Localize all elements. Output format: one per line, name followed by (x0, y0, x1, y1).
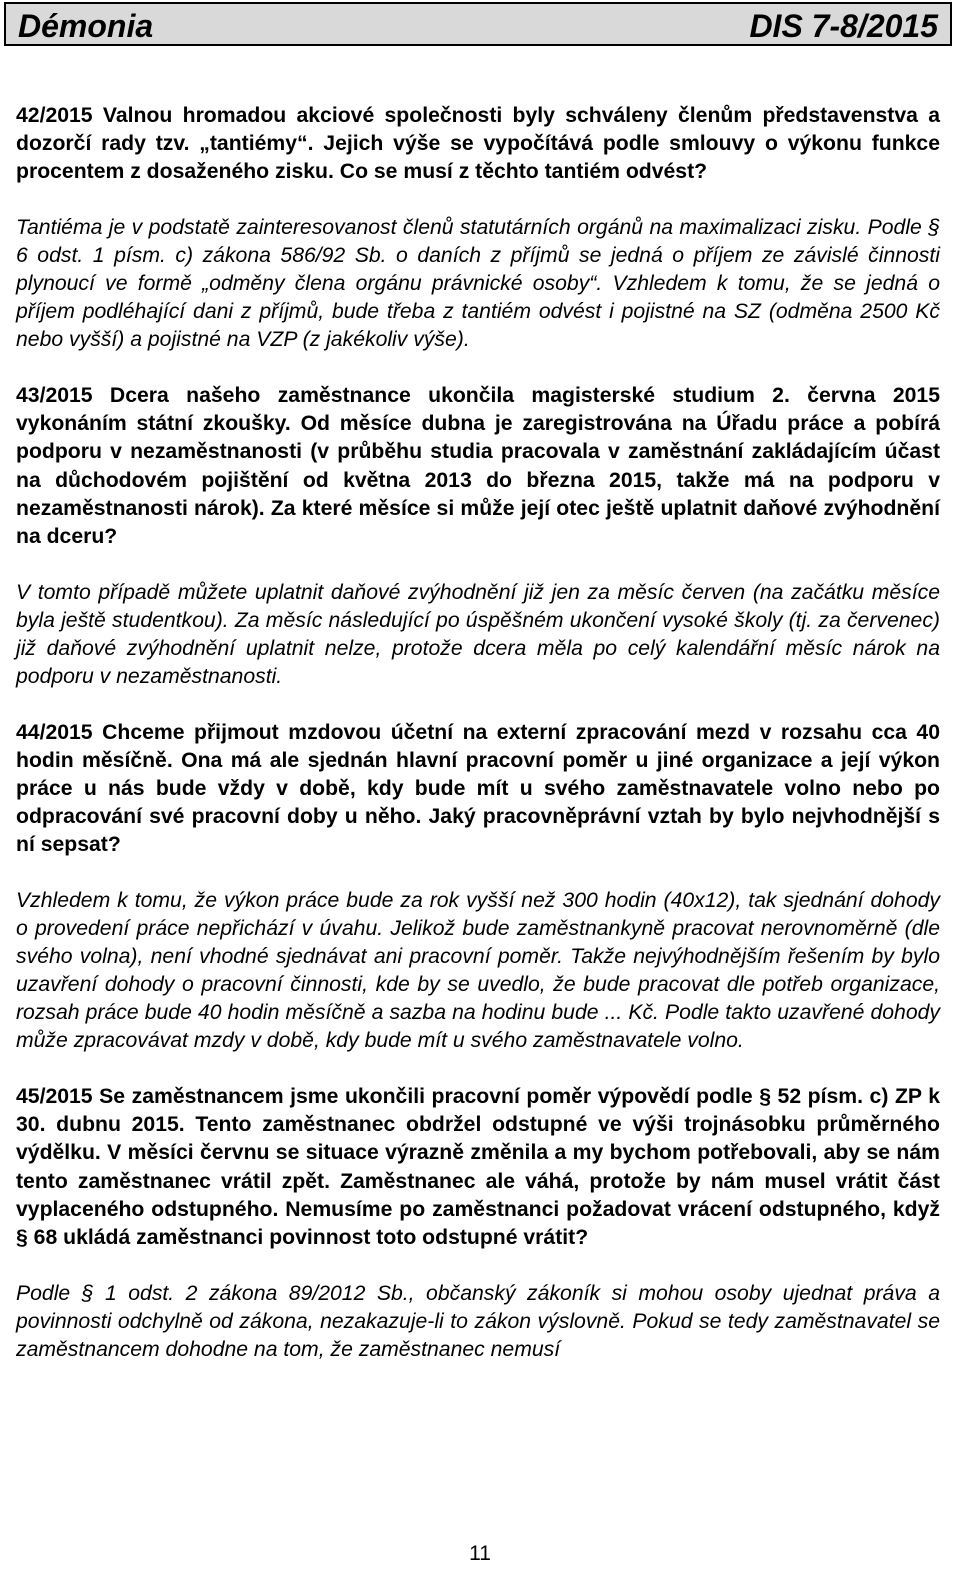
header-issue: DIS 7-8/2015 (749, 8, 938, 44)
answer-45: Podle § 1 odst. 2 zákona 89/2012 Sb., občanský zákoník si mohou osoby ujednat práva a povinnosti odchylně od zákona, nezakazuje-li to zákon výslovně. Pokud se tedy zaměstnavatel se zaměstnancem dohodne na tom, že zaměstnanec nemusí (16, 1281, 940, 1361)
question-45: 45/2015 Se zaměstnancem jsme ukončili pracovní poměr výpovědí podle § 52 písm. c) ZP k 30. dubnu 2015. Tento zaměstnanec obdržel odstupné ve výši trojnásobku průměrného výdělku. V měsíci červnu se situace výrazně změnila a my bychom potřebovali, aby se nám tento zaměstnanec vrátil zpět. Zaměstnanec ale váhá, protože by nám musel vrátit část vyplaceného odstupného. Nemusíme po zaměstnanci požadovat vrácení odstupného, když § 68 ukládá zaměstnanci povinnost toto odstupné vrátit? (16, 1085, 940, 1249)
page-header (4, 2, 952, 46)
answer-43: V tomto případě můžete uplatnit daňové zvýhodnění již jen za měsíc červen (na začátku měsíce byla ještě studentkou). Za měsíc následující po úspěšném ukončení vysoké školy (tj. za červenec) již daňové zvýhodnění uplatnit nelze, protože dcera měla po celý kalendářní měsíc nárok na podporu v nezaměstnanosti. (16, 580, 940, 688)
question-42: 42/2015 Valnou hromadou akciové společnosti byly schváleny členům představenstva a dozorčí rady tzv. „tantiémy“. Jejich výše se vypočítává podle smlouvy o výkonu funkce procentem z dosaženého zisku. Co se musí z těchto tantiém odvést? (16, 104, 940, 184)
header-publisher: Démonia (18, 8, 154, 44)
question-44: 44/2015 Chceme přijmout mzdovou účetní na externí zpracování mezd v rozsahu cca 40 hodin měsíčně. Ona má ale sjednán hlavní pracovní poměr u jiné organizace a její výkon práce u nás bude vždy v době, kdy bude mít u svého zaměstnavatele volno nebo po odpracování své pracovní doby u něho. Jaký pracovněprávní vztah by bylo nejvhodnější s ní sepsat? (16, 720, 940, 857)
page-number: 11 (469, 1542, 491, 1565)
answer-42: Tantiéma je v podstatě zainteresovanost členů statutárních orgánů na maximalizaci zisku. Podle § 6 odst. 1 písm. c) zákona 586/92 Sb. o daních z příjmů se jedná o příjem ze závislé činnosti plynoucí ve formě „odměny člena orgánu právnické osoby“. Vzhledem k tomu, že se jedná o příjem podléhající dani z příjmů, bude třeba z tantiém odvést i pojistné na SZ (odměna 2500 Kč nebo vyšší) a pojistné na VZP (z jakékoliv výše). (16, 216, 940, 352)
question-43: 43/2015 Dcera našeho zaměstnance ukončila magisterské studium 2. června 2015 vykonáním státní zkoušky. Od měsíce dubna je zaregistrována na Úřadu práce a pobírá podporu v nezaměstnanosti (v průběhu studia pracovala v zaměstnání zakládajícím účast na důchodovém pojištění od května 2013 do března 2015, takže má na podporu v nezaměstnanosti nárok). Za které měsíce si může její otec ještě uplatnit daňové zvýhodnění na dceru? (16, 384, 940, 548)
document-body (16, 102, 940, 1364)
answer-44: Vzhledem k tomu, že výkon práce bude za rok vyšší než 300 hodin (40x12), tak sjednání dohody o provedení práce nepřichází v úvahu. Jelikož bude zaměstnankyně pracovat nerovnoměrně (dle svého volna), není vhodné sjednávat ani pracovní poměr. Takže nejvýhodnějším řešením by bylo uzavření dohody o pracovní činnosti, kde by se uvedlo, že bude pracovat dle potřeb organizace, rozsah práce bude 40 hodin měsíčně a sazba na hodinu bude ... Kč. Podle takto uzavřené dohody může zpracovávat mzdy v době, kdy bude mít u svého zaměstnavatele volno. (16, 889, 940, 1053)
